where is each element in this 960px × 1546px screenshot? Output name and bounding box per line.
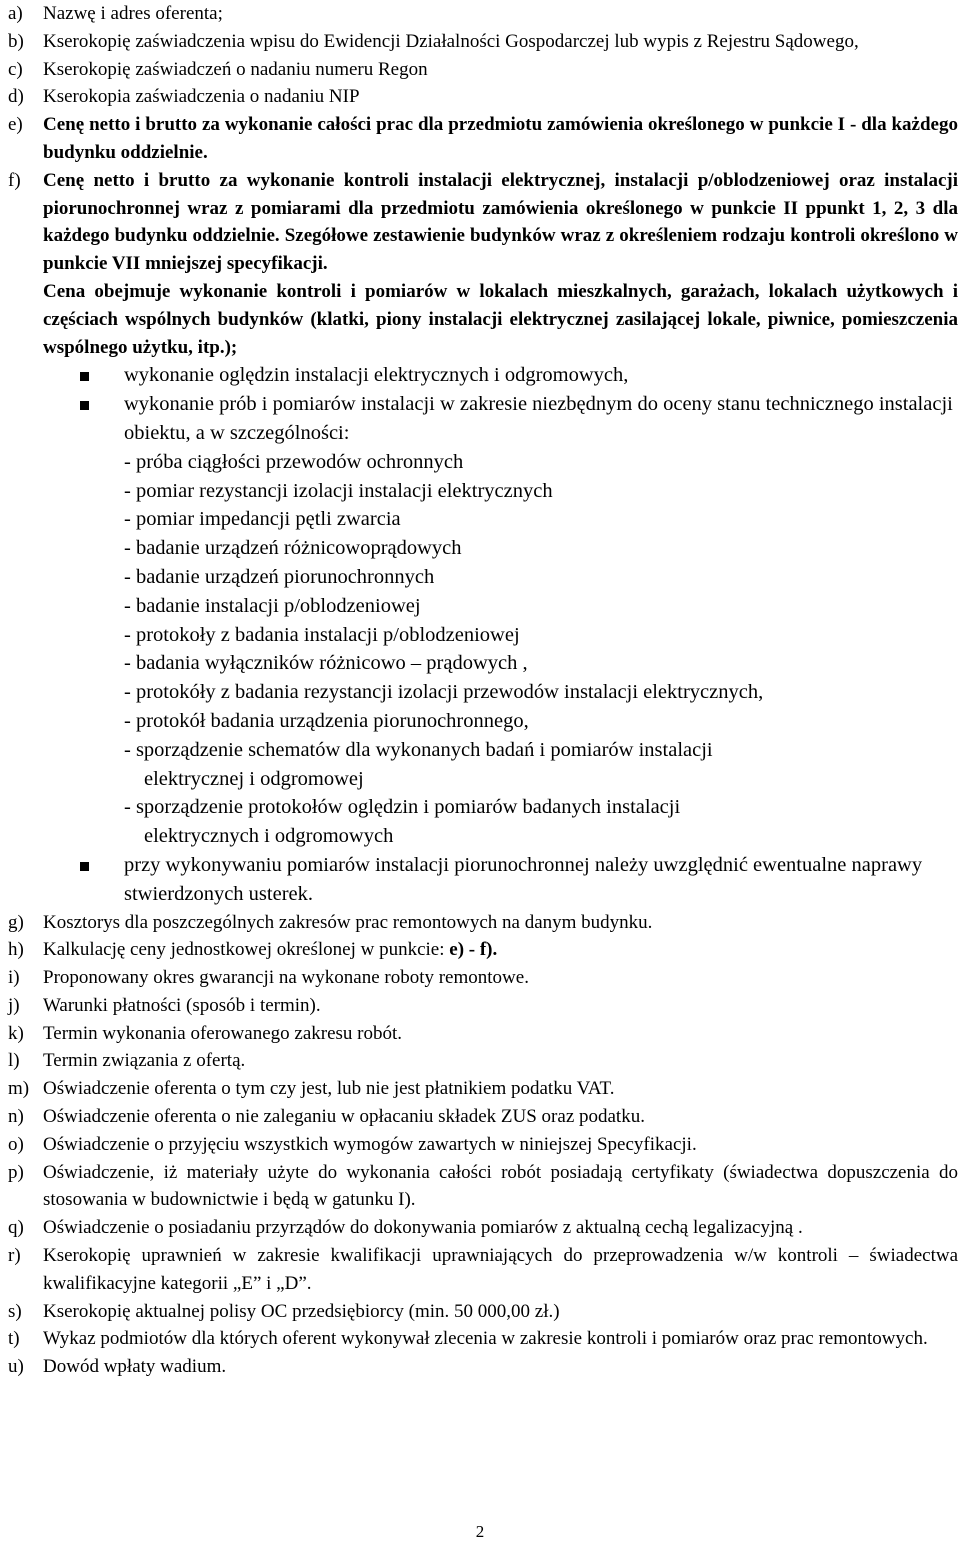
sub-item-continuation: elektrycznej i odgromowej <box>144 767 364 790</box>
sub-item: - protokóły z badania rezystancji izolacji przewodów instalacji elektrycznych, <box>124 681 764 704</box>
list-label: m) <box>8 1078 30 1100</box>
sub-item: - badanie urządzeń piorunochronnych <box>124 565 435 588</box>
list-label: c) <box>8 58 23 80</box>
sub-item: - sporządzenie schematów dla wykonanych badań i pomiarów instalacji <box>124 738 713 761</box>
list-text-bold: e) - f). <box>449 939 498 961</box>
sub-item-continuation: elektrycznych i odgromowych <box>144 825 394 848</box>
list-label: r) <box>8 1245 21 1267</box>
list-item-r <box>8 1242 958 1298</box>
list-item-t <box>8 1325 958 1353</box>
sub-item: - badania wyłączników różnicowo – prądowych , <box>124 652 528 675</box>
list-label: t) <box>8 1328 20 1350</box>
list-label: p) <box>8 1161 24 1183</box>
list-text: Oświadczenie, iż materiały użyte do wykonania całości robót posiadają certyfikaty (świadectwa dopuszczenia do stosowania w budownictwie i będą w gatunku I). <box>43 1161 958 1211</box>
list-text: Cenę netto i brutto za wykonanie całości prac dla przedmiotu zamówienia określonego w punkcie I - dla każdego budynku oddzielnie. <box>43 114 958 163</box>
bullet-item <box>8 361 958 390</box>
list-label: n) <box>8 1106 24 1128</box>
list-text: Wykaz podmiotów dla których oferent wykonywał zlecenia w zakresie kontroli i pomiarów oraz prac remontowych. <box>43 1328 928 1350</box>
sub-item: - pomiar rezystancji izolacji instalacji elektrycznych <box>124 479 553 502</box>
list-text: Kserokopię zaświadczeń o nadaniu numeru Regon <box>43 58 428 80</box>
list-text: Kserokopię zaświadczenia wpisu do Ewidencji Działalności Gospodarczej lub wypis z Rejestru Sądowego, <box>43 30 859 52</box>
sub-item: - badanie instalacji p/oblodzeniowej <box>124 594 421 617</box>
list-text-plain: Kalkulację ceny jednostkowej określonej w punkcie: <box>43 939 450 961</box>
list-label: d) <box>8 86 24 108</box>
list-label: j) <box>8 994 20 1016</box>
list-item-o <box>8 1131 958 1159</box>
bullet-item <box>8 390 958 448</box>
sub-item: - próba ciągłości przewodów ochronnych <box>124 450 464 473</box>
list-text: Kserokopię uprawnień w zakresie kwalifikacji uprawniających do przeprowadzenia w/w kontroli – świadectwa kwalifikacyjne kategorii „E” i „D”. <box>43 1245 958 1294</box>
bullet-item <box>8 851 958 909</box>
sub-item: - pomiar impedancji pętli zwarcia <box>124 508 401 531</box>
bullet-text: przy wykonywaniu pomiarów instalacji piorunochronnej należy uwzględnić ewentualne naprawy stwierdzonych usterek. <box>124 853 923 905</box>
list-item-a <box>8 0 958 28</box>
list-label: i) <box>8 967 20 989</box>
list-text: Cenę netto i brutto za wykonanie kontroli instalacji elektrycznej, instalacji p/oblodzeniowej oraz instalacji piorunochronnej wraz z pomiarami dla przedmiotu zamówienia określonego w punkcie II ppunkt 1, 2, 3 dla każdego budynku oddzielnie. Szegółowe zestawienie budynków wraz z określeniem rodzaju kontroli określono w punkcie VII mniejszej specyfikacji. <box>43 169 958 275</box>
list-label: s) <box>8 1300 22 1322</box>
list-label: u) <box>8 1356 24 1378</box>
list-label: o) <box>8 1133 24 1155</box>
list-text <box>43 936 958 964</box>
list-text: Termin wykonania oferowanego zakresu robót. <box>43 1022 403 1044</box>
list-item-l <box>8 1047 958 1075</box>
list-item-c <box>8 56 958 84</box>
list-text: Kserokopia zaświadczenia o nadaniu NIP <box>43 86 360 108</box>
list-text: Kosztorys dla poszczególnych zakresów prac remontowych na danym budynku. <box>43 911 653 933</box>
list-item-n <box>8 1103 958 1131</box>
list-label: q) <box>8 1217 24 1239</box>
list-text: Warunki płatności (sposób i termin). <box>43 994 321 1016</box>
list-item-k <box>8 1020 958 1048</box>
sub-item: - protokoły z badania instalacji p/oblodzeniowej <box>124 623 520 646</box>
list-text: Oświadczenie o posiadaniu przyrządów do dokonywania pomiarów z aktualną cechą legalizacyjną . <box>43 1217 803 1239</box>
list-item-p <box>8 1159 958 1215</box>
bullet-text: wykonanie oględzin instalacji elektrycznych i odgromowych, <box>124 364 629 387</box>
list-label: e) <box>8 114 23 136</box>
list-item-e <box>8 111 958 167</box>
list-text: Oświadczenie oferenta o nie zaleganiu w opłacaniu składek ZUS oraz podatku. <box>43 1106 645 1128</box>
list-label: k) <box>8 1022 24 1044</box>
list-item-b <box>8 28 958 56</box>
square-bullet-icon <box>80 851 124 909</box>
price-scope-paragraph: Cena obejmuje wykonanie kontroli i pomiarów w lokalach mieszkalnych, garażach, lokalach użytkowych i częściach wspólnych budynków (klatki, piony instalacji elektrycznej zasilającej lokale, piwnice, pomieszczenia wspólnego użytku, itp.); <box>43 280 958 358</box>
list-text: Oświadczenie oferenta o tym czy jest, lub nie jest płatnikiem podatku VAT. <box>43 1078 615 1100</box>
sub-item: - sporządzenie protokołów oględzin i pomiarów badanych instalacji <box>124 796 681 819</box>
bullet-text: wykonanie prób i pomiarów instalacji w zakresie niezbędnym do oceny stanu technicznego instalacji obiektu, a w szczególności: <box>124 393 953 444</box>
list-item-m <box>8 1075 958 1103</box>
page-number: 2 <box>475 1522 485 1541</box>
list-text: Proponowany okres gwarancji na wykonane roboty remontowe. <box>43 967 529 989</box>
sub-item: - protokół badania urządzenia piorunochronnego, <box>124 709 529 732</box>
list-label: l) <box>8 1050 20 1072</box>
square-bullet-icon <box>80 361 124 390</box>
sub-item: - badanie urządzeń różnicowoprądowych <box>124 537 462 560</box>
square-bullet-icon <box>80 390 124 448</box>
list-text: Termin związania z ofertą. <box>43 1050 246 1072</box>
list-item-j <box>8 992 958 1020</box>
list-item-g <box>8 909 958 937</box>
list-item-f <box>8 167 958 278</box>
list-item-h <box>8 936 958 964</box>
list-item-d <box>8 83 958 111</box>
list-item-s <box>8 1298 958 1326</box>
list-text: Oświadczenie o przyjęciu wszystkich wymogów zawartych w niniejszej Specyfikacji. <box>43 1133 697 1155</box>
list-item-q <box>8 1214 958 1242</box>
document-page <box>8 0 958 1381</box>
list-item-u <box>8 1353 958 1381</box>
list-label: g) <box>8 911 24 933</box>
list-item-i <box>8 964 958 992</box>
list-text: Dowód wpłaty wadium. <box>43 1356 227 1378</box>
list-label: a) <box>8 3 23 24</box>
list-label: h) <box>8 939 24 961</box>
list-text: Kserokopię aktualnej polisy OC przedsiębiorcy (min. 50 000,00 zł.) <box>43 1300 560 1322</box>
list-label: f) <box>8 169 21 191</box>
list-text: Nazwę i adres oferenta; <box>43 3 223 24</box>
list-label: b) <box>8 30 24 52</box>
